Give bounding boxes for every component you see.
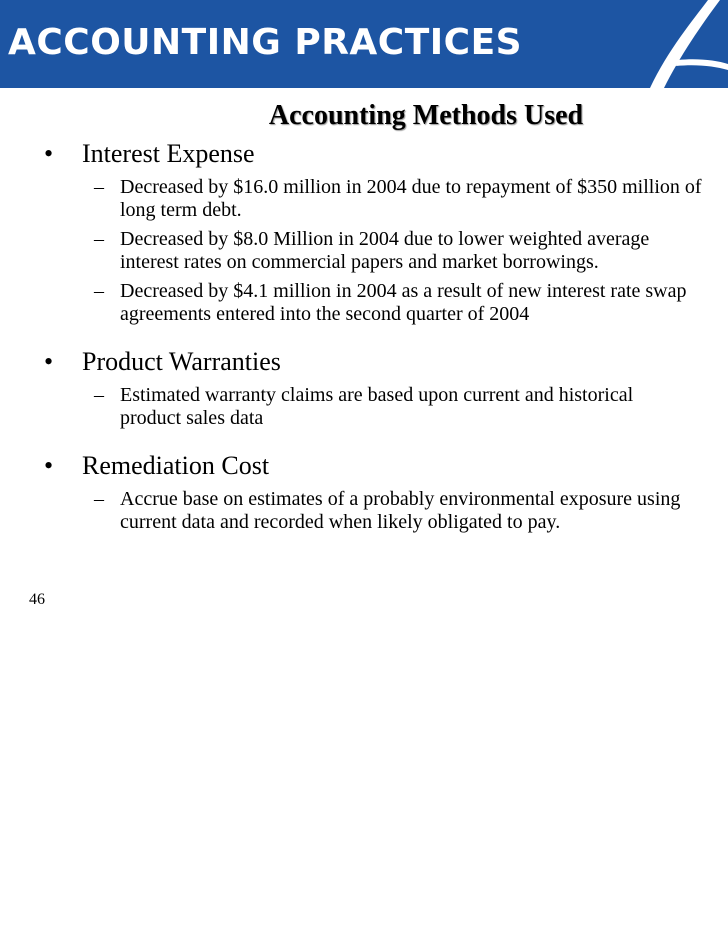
bullet-label: Remediation Cost xyxy=(82,451,270,480)
dash-icon: – xyxy=(94,384,104,406)
sub-item-line: current data and recorded when likely obligated to pay. xyxy=(120,511,561,533)
sub-item xyxy=(0,488,728,534)
section-title: ACCOUNTING PRACTICES xyxy=(8,22,523,63)
dash-icon: – xyxy=(94,176,104,198)
sub-item xyxy=(0,280,728,326)
page-number: 46 xyxy=(29,591,45,608)
sub-item-line: Accrue base on estimates of a probably environmental exposure using xyxy=(120,488,681,510)
spacer xyxy=(0,326,728,346)
bullet-icon: • xyxy=(44,139,54,168)
dash-icon: – xyxy=(94,228,104,250)
bullet-label: Product Warranties xyxy=(82,347,281,376)
dash-icon: – xyxy=(94,280,104,302)
sub-item-line: interest rates on commercial papers and market borrowings. xyxy=(120,251,599,273)
bullet-icon: • xyxy=(44,347,54,376)
header-band xyxy=(0,0,728,88)
bullet-product-warranties xyxy=(0,346,728,378)
sub-item xyxy=(0,384,728,430)
dash-icon: – xyxy=(94,488,104,510)
spacer xyxy=(0,430,728,450)
sub-item-line: Decreased by $16.0 million in 2004 due to repayment of $350 million of xyxy=(120,176,702,198)
bullet-icon: • xyxy=(44,451,54,480)
sub-item-line: Decreased by $4.1 million in 2004 as a result of new interest rate swap xyxy=(120,280,687,302)
sub-item-line: long term debt. xyxy=(120,199,242,221)
sub-item-line: product sales data xyxy=(120,407,264,429)
sub-item-line: Decreased by $8.0 Million in 2004 due to lower weighted average xyxy=(120,228,650,250)
sub-item xyxy=(0,228,728,274)
slide-content xyxy=(0,138,728,534)
bullet-remediation-cost xyxy=(0,450,728,482)
logo-arc-icon xyxy=(638,0,728,88)
sub-item-line: Estimated warranty claims are based upon current and historical xyxy=(120,384,634,406)
slide-title: Accounting Methods Used xyxy=(268,100,584,131)
sub-item xyxy=(0,176,728,222)
bullet-interest-expense xyxy=(0,138,728,170)
sub-item-line: agreements entered into the second quarter of 2004 xyxy=(120,303,530,325)
bullet-label: Interest Expense xyxy=(82,139,255,168)
